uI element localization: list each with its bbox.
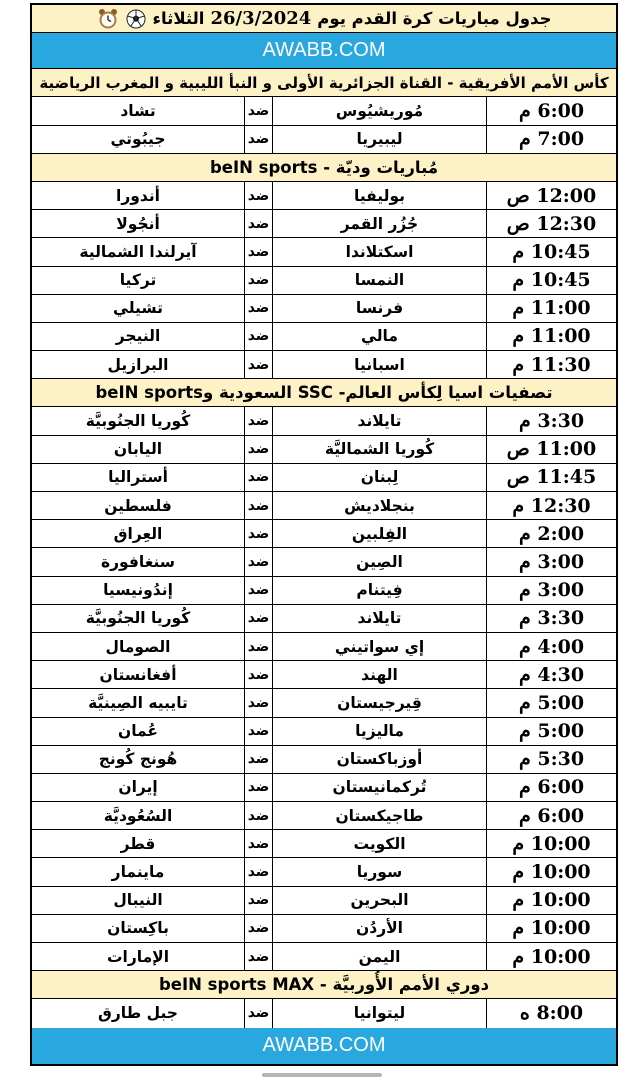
match-time: 12:30 م [486, 492, 616, 519]
page-title [32, 5, 616, 32]
home-team: الصِين [272, 548, 486, 575]
match-row [32, 267, 616, 295]
home-team: بوليفيا [272, 182, 486, 209]
versus-label: ضد [244, 746, 272, 773]
home-team: جُزُر القمر [272, 210, 486, 237]
match-row [32, 999, 616, 1027]
schedule-body [32, 69, 616, 1027]
match-time: 12:00 ص [486, 182, 616, 209]
match-time: 10:45 م [486, 267, 616, 294]
match-time: 5:00 م [486, 718, 616, 745]
match-row [32, 661, 616, 689]
match-time: 3:00 م [486, 548, 616, 575]
home-team: تُركمانيستان [272, 774, 486, 801]
match-row [32, 943, 616, 971]
home-team: البحرين [272, 887, 486, 914]
match-row [32, 858, 616, 886]
match-time: 12:30 ص [486, 210, 616, 237]
home-team: الفِلبين [272, 520, 486, 547]
match-time: 10:00 م [486, 858, 616, 885]
home-team: قِيرجيستان [272, 689, 486, 716]
match-row [32, 407, 616, 435]
away-team: فلسطين [104, 496, 172, 515]
match-row [32, 520, 616, 548]
match-time: 11:00 ص [486, 436, 616, 463]
away-team: تشاد [120, 101, 156, 120]
home-team: فِيتنام [272, 577, 486, 604]
match-time: 4:30 م [486, 661, 616, 688]
alarm-clock-icon [97, 8, 119, 30]
versus-label: ضد [244, 830, 272, 857]
match-row [32, 774, 616, 802]
away-team: تركيا [119, 271, 157, 290]
match-row [32, 295, 616, 323]
versus-label: ضد [244, 436, 272, 463]
match-row [32, 633, 616, 661]
away-team: السُعُوديَّة [103, 806, 173, 825]
away-team: النيبال [113, 891, 163, 910]
title-day: الثلاثاء [152, 9, 205, 29]
away-team: عُمان [117, 722, 159, 741]
section-header: دوري الأمم الأُوربيَّة - beIN sports MAX [32, 971, 616, 998]
match-time: 4:00 م [486, 633, 616, 660]
match-row [32, 548, 616, 576]
home-team: ليتوانيا [272, 999, 486, 1027]
versus-label: ضد [244, 887, 272, 914]
match-row [32, 689, 616, 717]
versus-label: ضد [244, 295, 272, 322]
match-time: 10:45 م [486, 238, 616, 265]
home-team: اسكتلاندا [272, 238, 486, 265]
schedule-table [30, 3, 618, 1066]
match-time: 6:00 م [486, 802, 616, 829]
home-team: فرنسا [272, 295, 486, 322]
match-row [32, 605, 616, 633]
match-row [32, 464, 616, 492]
versus-label: ضد [244, 182, 272, 209]
home-team: النمسا [272, 267, 486, 294]
match-row [32, 718, 616, 746]
versus-label: ضد [244, 97, 272, 124]
away-team: تايبيه الصِينيَّة [88, 693, 188, 712]
match-time: 10:00 م [486, 915, 616, 942]
versus-label: ضد [244, 210, 272, 237]
away-team: الإمارات [106, 947, 170, 966]
match-time: 5:00 م [486, 689, 616, 716]
home-team: الهند [272, 661, 486, 688]
match-row [32, 238, 616, 266]
versus-label: ضد [244, 633, 272, 660]
versus-label: ضد [244, 520, 272, 547]
match-time: 6:00 م [486, 774, 616, 801]
versus-label: ضد [244, 464, 272, 491]
match-row [32, 887, 616, 915]
match-time: 11:30 م [486, 351, 616, 378]
away-team: جيبُوتي [110, 130, 166, 149]
home-team: لِبنان [272, 464, 486, 491]
away-team: سنغافورة [100, 552, 176, 571]
away-team: البرازيل [107, 355, 169, 374]
match-row [32, 323, 616, 351]
section-header: مُباريات وديّة - beIN sports [32, 154, 616, 181]
away-team: إيران [118, 778, 158, 797]
site-banner-top[interactable]: AWABB.COM [32, 33, 616, 68]
home-team: اسبانيا [272, 351, 486, 378]
versus-label: ضد [244, 238, 272, 265]
match-time: 6:00 م [486, 97, 616, 124]
versus-label: ضد [244, 718, 272, 745]
versus-label: ضد [244, 548, 272, 575]
home-team: اليمن [272, 943, 486, 970]
home-team: الأردُن [272, 915, 486, 942]
versus-label: ضد [244, 267, 272, 294]
match-time: 11:00 م [486, 323, 616, 350]
match-row [32, 915, 616, 943]
away-team: جبل طارق [98, 1004, 178, 1023]
away-team: أفغانستان [99, 665, 177, 684]
match-time: 10:00 م [486, 830, 616, 857]
match-row [32, 351, 616, 379]
title-date: 26/3/2024 [210, 8, 312, 30]
away-team: الصومال [105, 637, 171, 656]
versus-label: ضد [244, 351, 272, 378]
match-row [32, 577, 616, 605]
match-row [32, 492, 616, 520]
versus-label: ضد [244, 661, 272, 688]
home-team: مالي [272, 323, 486, 350]
match-row [32, 210, 616, 238]
home-team: سوريا [272, 858, 486, 885]
versus-label: ضد [244, 943, 272, 970]
away-team: العِراق [113, 524, 163, 543]
away-team: باكِستان [107, 919, 169, 938]
versus-label: ضد [244, 492, 272, 519]
away-team: تشيلي [113, 299, 163, 318]
home-team: إي سواتيني [272, 633, 486, 660]
away-team: ماينمار [111, 863, 165, 882]
versus-label: ضد [244, 126, 272, 153]
away-team: أندورا [116, 186, 160, 205]
home-team: طاجيكستان [272, 802, 486, 829]
away-team: أنجُولا [116, 214, 160, 233]
away-team: أستراليا [108, 468, 168, 487]
section-header: تصفيات اسيا لِكأس العالم- SSC السعودية وbeIN sports [32, 379, 616, 406]
match-row [32, 126, 616, 154]
home-team: مُوريشيُوس [272, 97, 486, 124]
match-row [32, 97, 616, 125]
match-time: 7:00 م [486, 126, 616, 153]
title-text: جدول مباريات كرة القدم يوم [317, 9, 552, 29]
match-time: 10:00 م [486, 943, 616, 970]
home-indicator-bar[interactable] [262, 1073, 382, 1077]
match-time: 5:30 م [486, 746, 616, 773]
match-time: 3:30 م [486, 605, 616, 632]
home-team: الكويت [272, 830, 486, 857]
match-row [32, 182, 616, 210]
match-row [32, 436, 616, 464]
versus-label: ضد [244, 915, 272, 942]
soccer-ball-icon [125, 8, 147, 30]
section-header: كأس الأمم الأفريقية - القناة الجزائرية الأولى و النبأ الليبية و المغرب الرياضية [32, 69, 616, 96]
match-time: 2:00 م [486, 520, 616, 547]
versus-label: ضد [244, 858, 272, 885]
versus-label: ضد [244, 323, 272, 350]
home-team: تايلاند [272, 407, 486, 434]
versus-label: ضد [244, 774, 272, 801]
match-time: 11:00 م [486, 295, 616, 322]
home-team: أوزباكستان [272, 746, 486, 773]
versus-label: ضد [244, 577, 272, 604]
versus-label: ضد [244, 407, 272, 434]
match-time: 10:00 م [486, 887, 616, 914]
site-banner-bottom[interactable]: AWABB.COM [32, 1028, 616, 1064]
away-team: قطر [120, 834, 156, 853]
away-team: النيجر [115, 327, 161, 346]
match-time: 8:00 ه [486, 999, 616, 1027]
away-team: كُوريا الجنُوبيَّة [85, 609, 191, 628]
away-team: اليابان [113, 440, 163, 459]
home-team: تايلاند [272, 605, 486, 632]
match-row [32, 802, 616, 830]
versus-label: ضد [244, 999, 272, 1027]
away-team: آيرلندا الشمالية [79, 242, 197, 261]
away-team: كُوريا الجنُوبيَّة [85, 412, 191, 431]
home-team: ليبيريا [272, 126, 486, 153]
match-time: 11:45 ص [486, 464, 616, 491]
match-row [32, 830, 616, 858]
match-time: 3:00 م [486, 577, 616, 604]
home-team: كُوريا الشماليَّة [272, 436, 486, 463]
versus-label: ضد [244, 802, 272, 829]
home-team: بنجلاديش [272, 492, 486, 519]
away-team: إندُونيسيا [103, 581, 173, 600]
match-row [32, 746, 616, 774]
home-team: ماليزيا [272, 718, 486, 745]
match-time: 3:30 م [486, 407, 616, 434]
versus-label: ضد [244, 689, 272, 716]
away-team: هُونج كُونج [98, 750, 178, 769]
versus-label: ضد [244, 605, 272, 632]
